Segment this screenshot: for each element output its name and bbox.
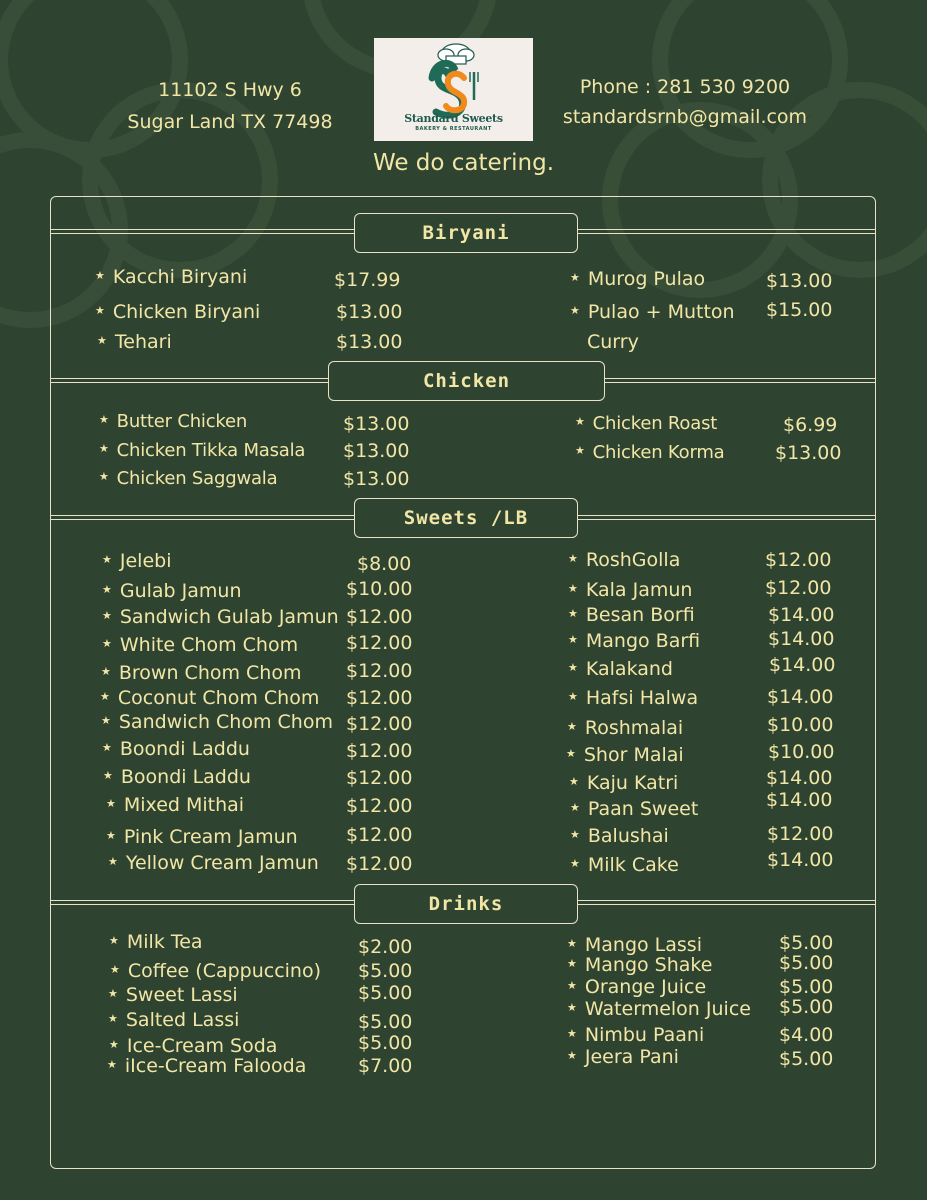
item-name: Pink Cream Jamun (123, 826, 298, 848)
star-icon: ★ (99, 442, 109, 455)
star-icon: ★ (568, 689, 578, 703)
menu-item (101, 711, 333, 734)
contact-block (545, 72, 825, 132)
star-icon: ★ (99, 413, 109, 426)
menu-item (102, 634, 298, 657)
star-icon: ★ (101, 713, 111, 727)
star-icon: ★ (567, 956, 577, 970)
item-name: RoshGolla (585, 549, 681, 571)
star-icon: ★ (568, 581, 578, 595)
menu-item (107, 1055, 306, 1078)
star-icon: ★ (570, 303, 580, 317)
menu-item (110, 960, 321, 983)
item-price: $12.00 (346, 740, 413, 762)
item-name: Kalakand (585, 658, 673, 680)
item-price: $12.00 (346, 767, 413, 789)
item-price: $5.00 (779, 976, 834, 998)
item-name: Watermelon Juice (584, 998, 751, 1020)
star-icon: ★ (109, 1037, 119, 1051)
logo (374, 38, 533, 141)
item-price: $10.00 (767, 714, 834, 736)
star-icon: ★ (95, 268, 105, 282)
menu-item (566, 744, 684, 767)
menu-item (97, 331, 172, 354)
item-price: $14.00 (766, 767, 833, 789)
menu-item (100, 687, 319, 710)
item-price: $5.00 (358, 1032, 413, 1054)
item-name: Salted Lassi (125, 1009, 240, 1031)
menu-item (567, 717, 683, 740)
menu-item (570, 798, 698, 821)
catering-tagline: We do catering. (372, 150, 555, 176)
item-price: $14.00 (768, 604, 835, 626)
item-price: $15.00 (766, 299, 833, 321)
menu-item (102, 550, 171, 573)
item-price: $12.00 (346, 824, 413, 846)
item-price: $14.00 (766, 789, 833, 811)
star-icon: ★ (102, 552, 112, 566)
item-name: Boondi Laddu (119, 738, 250, 760)
item-price: $10.00 (768, 741, 835, 763)
item-price: $14.00 (767, 849, 834, 871)
menu-item (570, 825, 669, 848)
item-name: Kaju Katri (586, 772, 679, 794)
item-name: Nimbu Paani (584, 1024, 705, 1046)
section-title-chicken: Chicken (328, 361, 605, 401)
item-name: iIce-Cream Falooda (124, 1055, 307, 1077)
star-icon: ★ (567, 1048, 577, 1062)
menu-item (570, 301, 735, 324)
item-price: $2.00 (358, 936, 413, 958)
star-icon: ★ (568, 606, 578, 620)
menu-item (102, 738, 250, 761)
item-price: $14.00 (769, 654, 836, 676)
item-name: Sweet Lassi (125, 984, 238, 1006)
item-price: $12.00 (346, 632, 413, 654)
item-price: $13.00 (336, 301, 403, 323)
item-name: Coffee (Cappuccino) (127, 960, 322, 982)
item-price: $12.00 (346, 687, 413, 709)
menu-item (99, 468, 277, 490)
item-name: Jelebi (119, 550, 172, 572)
menu-item (108, 984, 238, 1007)
menu-item (567, 954, 712, 977)
item-price: $12.00 (346, 853, 413, 875)
item-name: Kala Jamun (585, 579, 693, 601)
menu-item (568, 579, 692, 602)
item-price: $8.00 (357, 553, 412, 575)
item-name: Orange Juice (584, 976, 707, 998)
menu-item (101, 662, 301, 685)
star-icon: ★ (567, 1000, 577, 1014)
star-icon: ★ (102, 582, 112, 596)
menu-item (102, 580, 242, 603)
item-name: Chicken Saggwala (116, 468, 278, 489)
item-price: $6.99 (783, 414, 838, 436)
phone-number: Phone : 281 530 9200 (579, 76, 791, 98)
item-name: Butter Chicken (116, 411, 248, 432)
menu-item (102, 606, 339, 629)
menu-item (568, 687, 698, 710)
item-name: Murog Pulao (587, 268, 706, 290)
star-icon: ★ (107, 1057, 117, 1071)
address-line1: 11102 S Hwy 6 (158, 79, 302, 101)
item-name: Boondi Laddu (120, 766, 251, 788)
item-price: $5.00 (779, 952, 834, 974)
menu-item (106, 826, 298, 849)
menu-item (570, 268, 705, 291)
menu-item (103, 766, 251, 789)
menu-item (575, 413, 717, 435)
star-icon: ★ (570, 800, 580, 814)
item-price: $13.00 (336, 331, 403, 353)
star-icon: ★ (102, 636, 112, 650)
item-price: $13.00 (766, 270, 833, 292)
item-name: Chicken Roast (592, 413, 718, 434)
menu-item (109, 931, 203, 954)
star-icon: ★ (575, 444, 585, 457)
item-price: $12.00 (346, 795, 413, 817)
item-price: $10.00 (346, 578, 413, 600)
menu-item (568, 630, 700, 653)
star-icon: ★ (99, 470, 109, 483)
star-icon: ★ (100, 689, 110, 703)
item-price: $17.99 (334, 269, 401, 291)
star-icon: ★ (566, 746, 576, 760)
menu-item (95, 266, 247, 289)
star-icon: ★ (568, 551, 578, 565)
item-name: Balushai (587, 825, 669, 847)
menu-item (567, 1024, 704, 1047)
item-name: Milk Tea (126, 931, 203, 953)
star-icon: ★ (568, 632, 578, 646)
item-name: Coconut Chom Chom (117, 687, 320, 709)
menu-item (568, 604, 695, 627)
star-icon: ★ (570, 827, 580, 841)
menu-item (568, 658, 673, 681)
item-name: Sandwich Gulab Jamun (119, 606, 339, 628)
star-icon: ★ (568, 660, 578, 674)
item-name: Chicken Korma (592, 442, 725, 463)
item-name: Chicken Biryani (112, 301, 261, 323)
item-name: Pulao + Mutton (587, 301, 735, 323)
star-icon: ★ (567, 1026, 577, 1040)
star-icon: ★ (570, 270, 580, 284)
item-name: Kacchi Biryani (112, 266, 248, 288)
item-name: Mango Lassi (584, 934, 702, 956)
item-name: Mixed Mithai (123, 794, 245, 816)
star-icon: ★ (102, 740, 112, 754)
menu-item (108, 1009, 239, 1032)
menu-item (99, 440, 305, 462)
star-icon: ★ (95, 303, 105, 317)
menu-item (567, 998, 751, 1021)
email-address: standardsrnb@gmail.com (562, 106, 808, 128)
star-icon: ★ (103, 768, 113, 782)
menu-item (568, 549, 680, 572)
item-price: $12.00 (765, 549, 832, 571)
item-price: $13.00 (343, 413, 410, 435)
star-icon: ★ (110, 962, 120, 976)
menu-item (108, 852, 319, 875)
menu-item (95, 301, 260, 324)
star-icon: ★ (567, 936, 577, 950)
item-name: Chicken Tikka Masala (116, 440, 306, 461)
item-name: Paan Sweet (587, 798, 699, 820)
item-name: Mango Shake (584, 954, 713, 976)
menu-item (570, 854, 679, 877)
star-icon: ★ (567, 719, 577, 733)
item-price: $5.00 (779, 932, 834, 954)
star-icon: ★ (108, 854, 118, 868)
section-title-biryani: Biryani (354, 213, 578, 253)
star-icon: ★ (106, 796, 116, 810)
menu-item (567, 1046, 679, 1069)
item-price: $14.00 (767, 686, 834, 708)
item-price: $4.00 (779, 1024, 834, 1046)
item-price: $7.00 (358, 1055, 413, 1077)
star-icon: ★ (102, 608, 112, 622)
menu-item (569, 772, 678, 795)
item-price: $12.00 (346, 713, 413, 735)
item-name: Roshmalai (584, 717, 684, 739)
star-icon: ★ (108, 1011, 118, 1025)
star-icon: ★ (570, 856, 580, 870)
item-price: $13.00 (343, 468, 410, 490)
menu-item (106, 794, 244, 817)
item-price: $5.00 (358, 960, 413, 982)
item-name: Jeera Pani (584, 1046, 679, 1068)
star-icon: ★ (567, 978, 577, 992)
menu-item (575, 442, 725, 464)
menu-item (567, 976, 706, 999)
item-name: Gulab Jamun (119, 580, 242, 602)
star-icon: ★ (108, 986, 118, 1000)
star-icon: ★ (575, 415, 585, 428)
item-price: $12.00 (346, 606, 413, 628)
section-title-drinks: Drinks (354, 884, 578, 924)
logo-title: Standard Sweets (404, 112, 503, 125)
item-name: Ice-Cream Soda (126, 1035, 278, 1057)
item-price: $13.00 (343, 440, 410, 462)
item-name: Hafsi Halwa (585, 687, 699, 709)
item-price: $5.00 (779, 1048, 834, 1070)
item-price: $12.00 (346, 660, 413, 682)
star-icon: ★ (97, 333, 107, 347)
star-icon: ★ (109, 933, 119, 947)
item-name: Sandwich Chom Chom (118, 711, 333, 733)
address-line2: Sugar Land TX 77498 (127, 111, 333, 133)
item-name: Mango Barfi (585, 630, 701, 652)
item-name: Brown Chom Chom (118, 662, 302, 684)
item-name: Tehari (114, 331, 172, 353)
address-block (110, 74, 350, 138)
logo-subtitle: BAKERY & RESTAURANT (415, 126, 492, 132)
item-price: $14.00 (768, 628, 835, 650)
item-name: Besan Borfi (585, 604, 695, 626)
star-icon: ★ (106, 828, 116, 842)
item-price: $5.00 (779, 996, 834, 1018)
item-price: $13.00 (775, 442, 842, 464)
item-price: $12.00 (765, 577, 832, 599)
item-name: Milk Cake (587, 854, 679, 876)
menu-item (99, 411, 247, 433)
section-title-sweets: Sweets /LB (354, 498, 578, 538)
item-price: $5.00 (358, 982, 413, 1004)
star-icon: ★ (101, 664, 111, 678)
item-name: White Chom Chom (119, 634, 299, 656)
star-icon: ★ (569, 774, 579, 788)
item-name-continued: Curry (587, 331, 639, 353)
item-name: Yellow Cream Jamun (125, 852, 319, 874)
item-price: $12.00 (767, 823, 834, 845)
item-price: $5.00 (358, 1011, 413, 1033)
item-name: Shor Malai (583, 744, 684, 766)
